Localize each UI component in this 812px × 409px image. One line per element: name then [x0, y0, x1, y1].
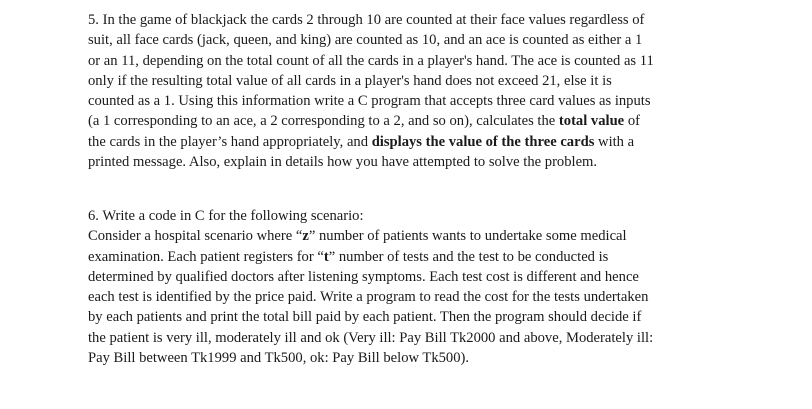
q6-bold-t: t [323, 248, 329, 265]
q5-bold-display-value: displays the value of the three cards [371, 133, 595, 150]
question-6 [88, 206, 748, 368]
q5-line-5: counted as a 1. Using this information write a C program that accepts three card values as inputs [88, 93, 651, 110]
q6-line-2 [88, 226, 748, 246]
q6-line-3-start: examination. Each patient registers for “ [88, 248, 324, 265]
q6-line-3 [88, 247, 748, 267]
q6-line-2-start: Consider a hospital scenario where “ [88, 228, 303, 245]
q5-line-3: or an 11, depending on the total count of all the cards in a player's hand. The ace is counted as 11 [88, 52, 654, 69]
q6-line-3-end: ” number of tests and the test to be conducted is [328, 248, 609, 265]
q5-line-6-text: (a 1 corresponding to an ace, a 2 corresponding to a 2, and so on), calculates the [88, 113, 556, 130]
question-5 [88, 10, 748, 172]
q6-bold-z: z [302, 228, 309, 245]
q6-line-8: Pay Bill between Tk1999 and Tk500, ok: Pay Bill below Tk500). [88, 350, 470, 367]
q5-line-7 [88, 132, 748, 152]
q6-line-4: determined by qualified doctors after listening symptoms. Each test cost is different and hence [88, 268, 639, 285]
q5-line-7-end: with a [598, 133, 635, 150]
q5-line-4: only if the resulting total value of all cards in a player's hand does not exceed 21, else it is [88, 72, 612, 89]
q6-line-2-end: ” number of patients wants to undertake some medical [308, 228, 627, 245]
q5-line-8: printed message. Also, explain in details how you have attempted to solve the problem. [88, 154, 598, 171]
q5-line-6 [88, 111, 748, 131]
q6-line-1: 6. Write a code in C for the following scenario: [88, 208, 364, 224]
q5-line-7-text: the cards in the player’s hand appropriately, and [88, 133, 369, 150]
q5-line-1: 5. In the game of blackjack the cards 2 through 10 are counted at their face values regardless of [88, 12, 645, 28]
q5-line-2: suit, all face cards (jack, queen, and king) are counted as 10, and an ace is counted as either a 1 [88, 32, 643, 49]
q6-line-6: by each patients and print the total bill paid by each patient. Then the program should decide if [88, 309, 642, 326]
q6-line-5: each test is identified by the price paid. Write a program to read the cost for the tests undertaken [88, 289, 649, 306]
q5-line-6-end: of [627, 113, 640, 130]
q6-line-7: the patient is very ill, moderately ill and ok (Very ill: Pay Bill Tk2000 and above, Moderately ill: [88, 329, 654, 346]
q5-bold-total-value: total value [558, 113, 625, 130]
